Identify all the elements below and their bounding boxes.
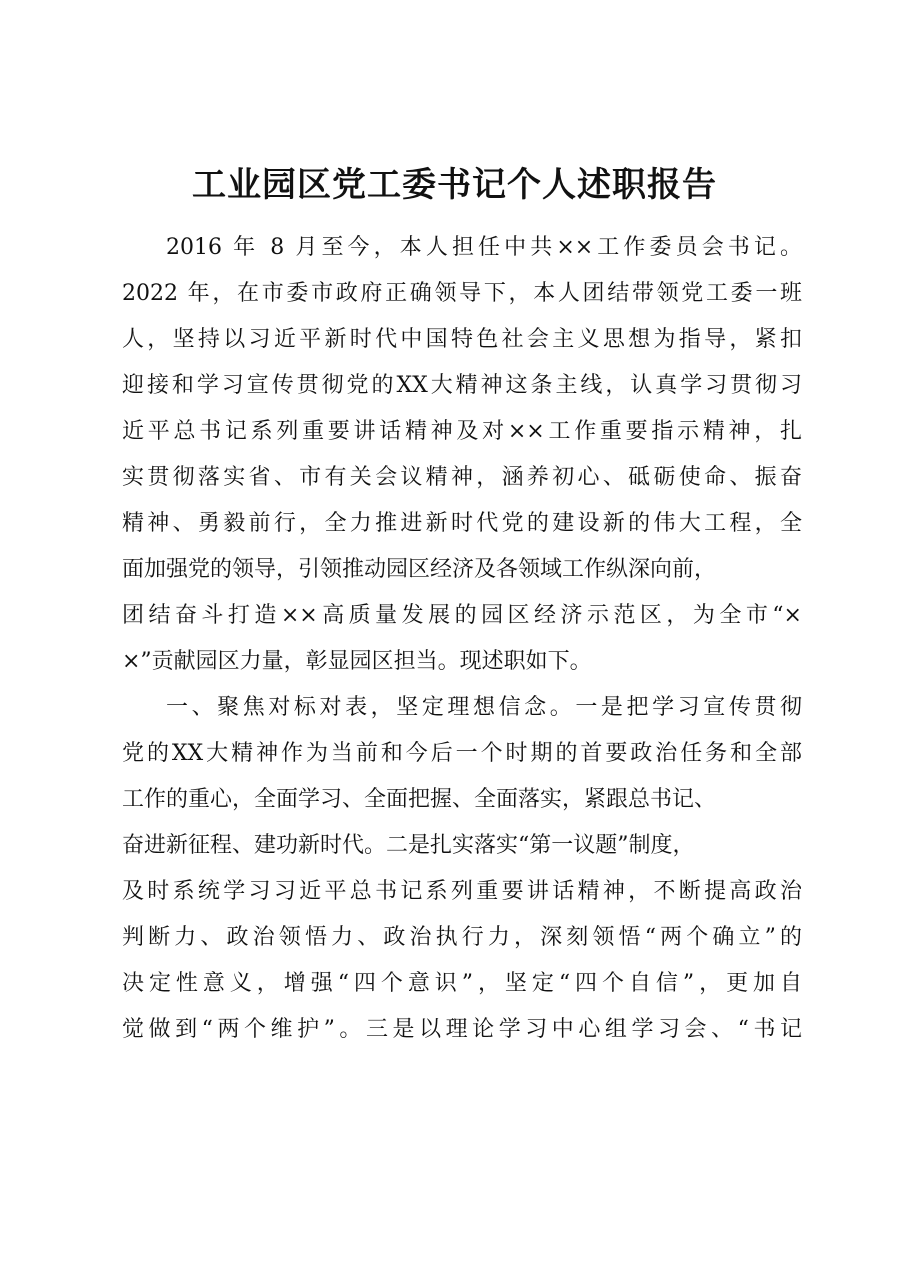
paragraph-line: 决定性意义，增强“四个意识”，坚定“四个自信”，更加自 <box>122 971 802 996</box>
paragraph-line: 团结奋斗打造××高质量发展的园区经济示范区，为全市“× <box>122 603 802 628</box>
document-body <box>122 225 802 1053</box>
paragraph-line: 实贯彻落实省、市有关会议精神，涵养初心、砥砺使命、振奋 <box>122 465 802 490</box>
document-title: 工业园区党工委书记个人述职报告 <box>192 165 717 205</box>
paragraph-line: 2016 年 8 月至今，本人担任中共××工作委员会书记。 <box>166 235 802 260</box>
paragraph-line: 工作的重心，全面学习、全面把握、全面落实，紧跟总书记、 <box>122 787 717 812</box>
paragraph-line: 奋进新征程、建功新时代。二是扎实落实“第一议题”制度， <box>122 833 695 858</box>
paragraph-line: 精神、勇毅前行，全力推进新时代党的建设新的伟大工程，全 <box>122 511 802 536</box>
paragraph-line: 人，坚持以习近平新时代中国特色社会主义思想为指导，紧扣 <box>122 327 802 352</box>
paragraph-line: ×”贡献园区力量，彰显园区担当。现述职如下。 <box>122 649 592 674</box>
paragraph-line: 及时系统学习习近平总书记系列重要讲话精神，不断提高政治 <box>122 879 802 904</box>
paragraph-line: 2022 年，在市委市政府正确领导下，本人团结带领党工委一班 <box>122 281 802 306</box>
paragraph-line: 党的XX大精神作为当前和今后一个时期的首要政治任务和全部 <box>122 741 802 766</box>
paragraph-line: 面加强党的领导，引领推动园区经济及各领域工作纵深向前， <box>122 557 717 582</box>
paragraph-line: 一、聚焦对标对表，坚定理想信念。一是把学习宣传贯彻 <box>166 695 802 720</box>
paragraph-line: 觉做到“两个维护”。三是以理论学习中心组学习会、“书记 <box>122 1017 802 1042</box>
paragraph-line: 迎接和学习宣传贯彻党的XX大精神这条主线，认真学习贯彻习 <box>122 373 802 398</box>
paragraph-line: 近平总书记系列重要讲话精神及对××工作重要指示精神，扎 <box>122 419 802 444</box>
paragraph-line: 判断力、政治领悟力、政治执行力，深刻领悟“两个确立”的 <box>122 925 802 950</box>
